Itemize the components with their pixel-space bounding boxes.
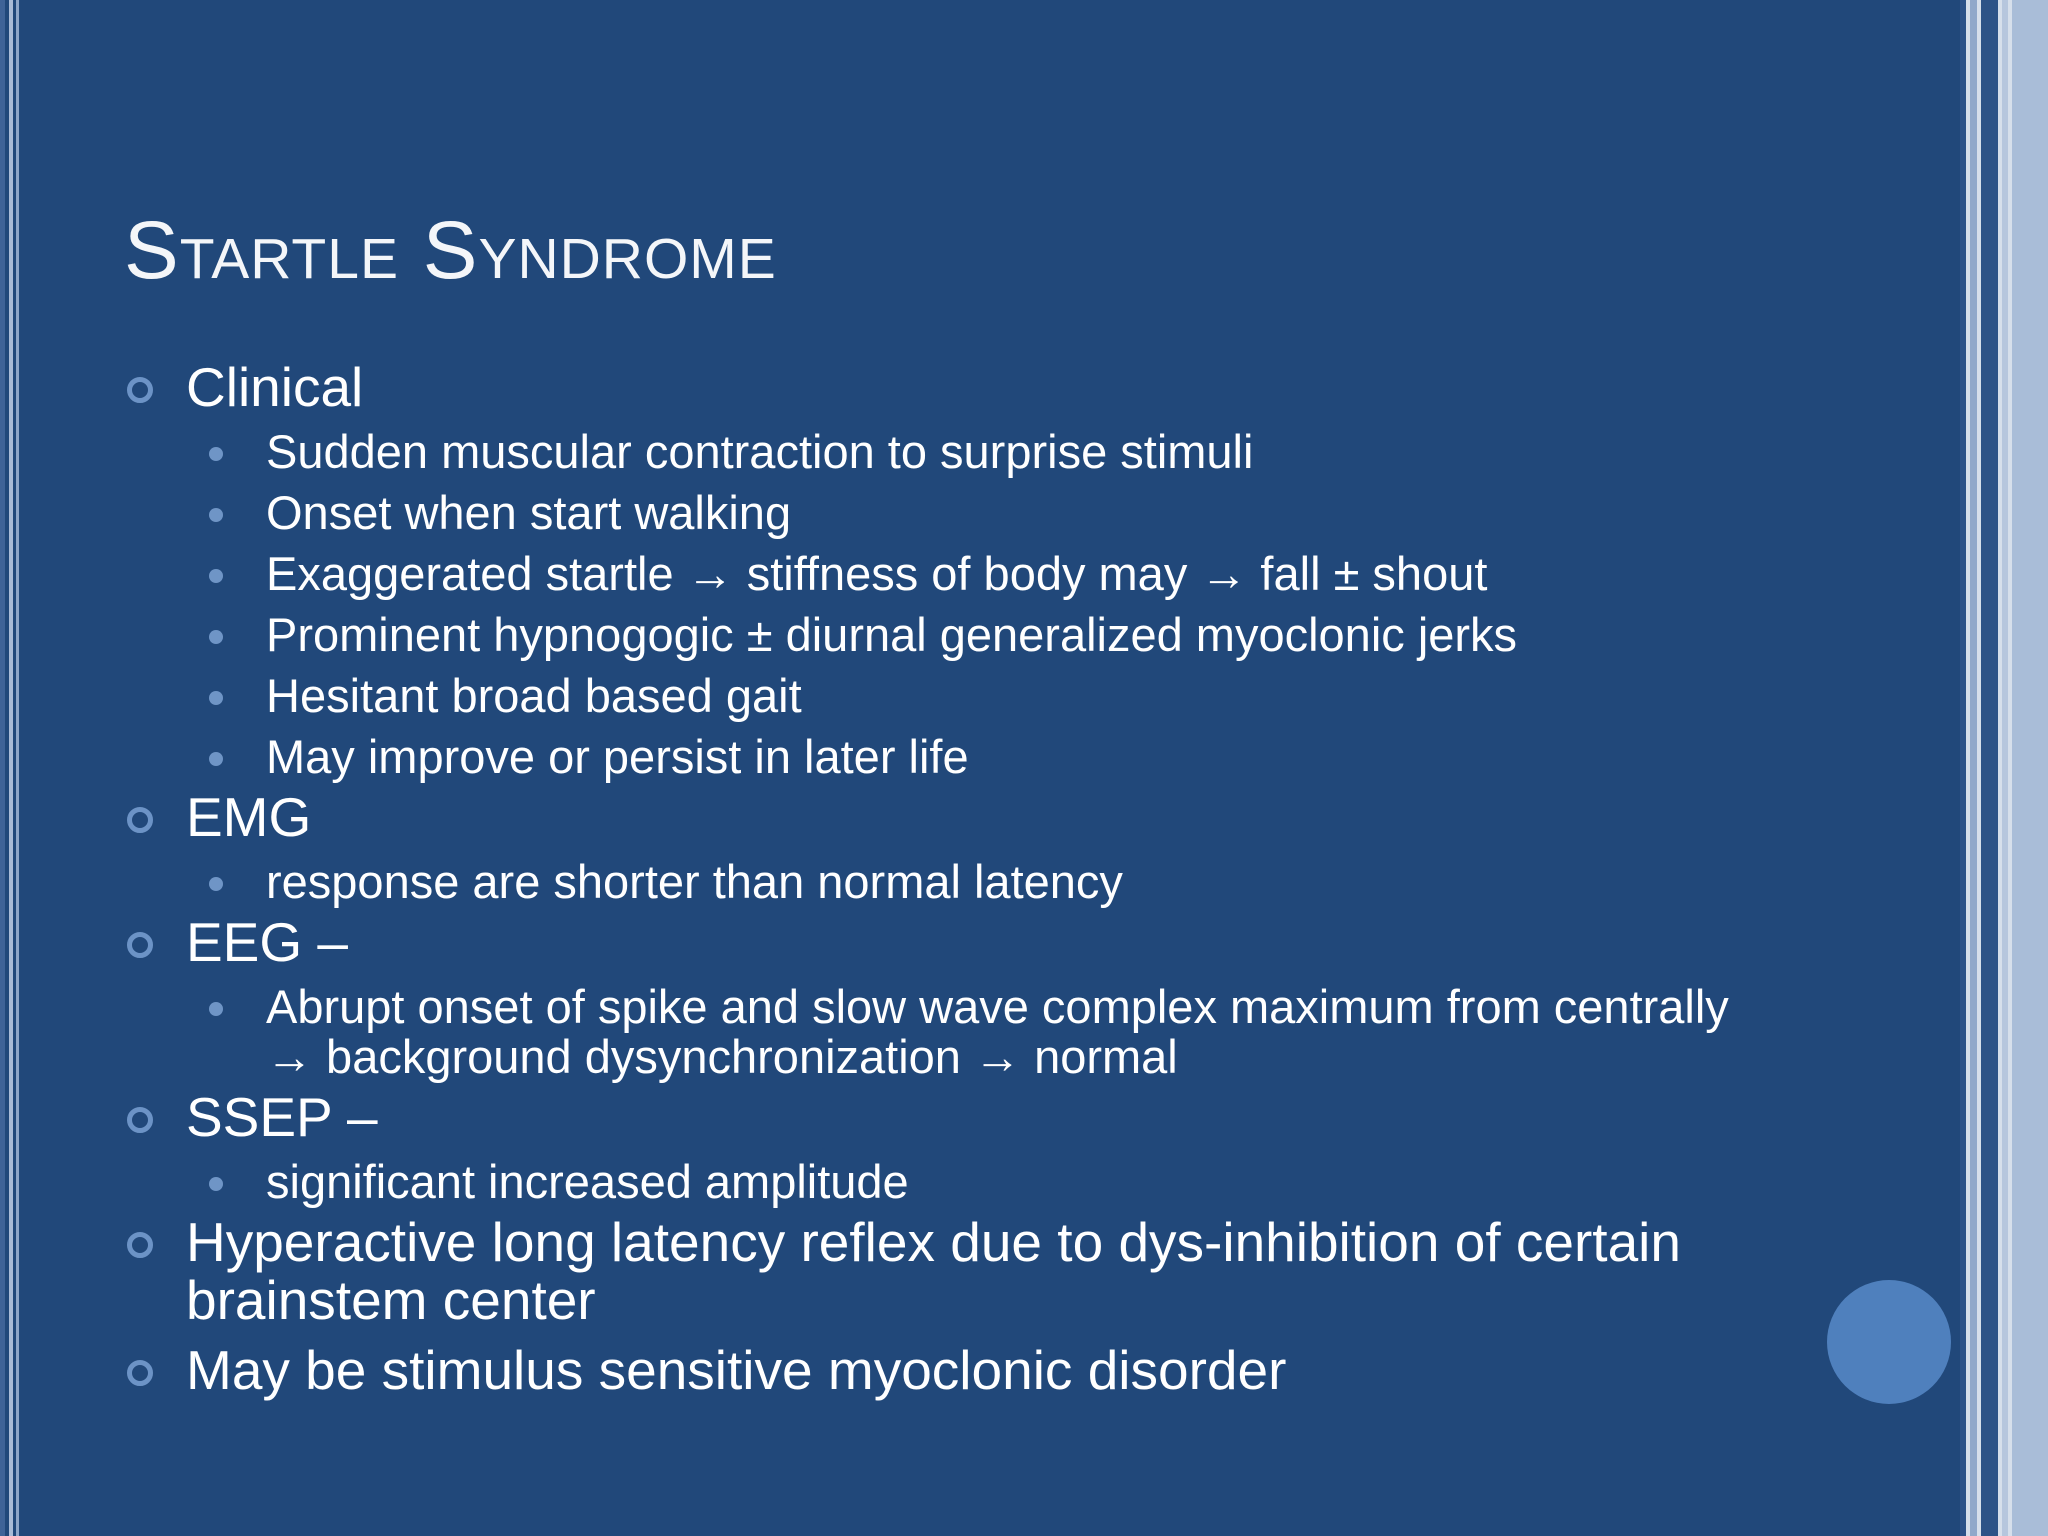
- bullet-hyperactive-reflex: [124, 1213, 1826, 1329]
- decorative-circle: [1827, 1280, 1951, 1404]
- sub-bullet: [124, 671, 1824, 721]
- bullet-heading: Clinical: [186, 356, 364, 418]
- bullet-emg: [124, 788, 1824, 846]
- dot-bullet-icon: [209, 447, 223, 461]
- bullet-heading: EEG –: [186, 911, 349, 973]
- sub-bullet-text: Onset when start walking: [266, 486, 792, 539]
- left-border-stripe: [0, 0, 5, 1536]
- bullet-heading: May be stimulus sensitive myoclonic disorder: [186, 1339, 1287, 1401]
- sub-bullet-text: Exaggerated startle → stiffness of body may → fall ± shout: [266, 547, 1488, 600]
- dot-bullet-icon: [209, 508, 223, 522]
- sub-bullet-text: May improve or persist in later life: [266, 730, 969, 783]
- sub-bullet-text: Hesitant broad based gait: [266, 669, 802, 722]
- sub-bullet: [124, 549, 1824, 599]
- bullet-stimulus-sensitive: [124, 1341, 1824, 1399]
- bullet-heading: SSEP –: [186, 1086, 378, 1148]
- sub-bullet-text: Prominent hypnogogic ± diurnal generalized myoclonic jerks: [266, 608, 1518, 661]
- sub-bullet: [124, 1157, 1824, 1207]
- sub-bullet-text: Abrupt onset of spike and slow wave complex maximum from centrally → background dysynchronization → normal: [266, 980, 1729, 1083]
- bullet-clinical: [124, 358, 1824, 416]
- dot-bullet-icon: [209, 691, 223, 705]
- ring-bullet-icon: [127, 1360, 153, 1386]
- ring-bullet-icon: [127, 932, 153, 958]
- ring-bullet-icon: [127, 1232, 153, 1258]
- right-border-stripe: [2002, 0, 2008, 1536]
- dot-bullet-icon: [209, 630, 223, 644]
- slide-title: Startle Syndrome: [124, 205, 777, 296]
- dot-bullet-icon: [209, 1177, 223, 1191]
- sub-bullet-text: Sudden muscular contraction to surprise stimuli: [266, 425, 1254, 478]
- sub-bullet: [124, 610, 1824, 660]
- sub-bullet-text: significant increased amplitude: [266, 1155, 909, 1208]
- sub-bullet: [124, 488, 1824, 538]
- right-border-stripe: [2012, 0, 2048, 1536]
- dot-bullet-icon: [209, 1002, 223, 1016]
- right-border-stripe: [1960, 0, 1966, 1536]
- ring-bullet-icon: [127, 377, 153, 403]
- left-border-stripe: [9, 0, 13, 1536]
- sub-bullet: [124, 982, 1786, 1082]
- right-border-stripe: [1970, 0, 1977, 1536]
- bullet-eeg: [124, 913, 1824, 971]
- bullet-ssep: [124, 1088, 1824, 1146]
- sub-bullet-text: response are shorter than normal latency: [266, 855, 1123, 908]
- right-border-stripe: [1981, 0, 1998, 1536]
- slide-body: [124, 358, 1824, 1399]
- sub-bullet: [124, 732, 1824, 782]
- dot-bullet-icon: [209, 877, 223, 891]
- dot-bullet-icon: [209, 569, 223, 583]
- dot-bullet-icon: [209, 752, 223, 766]
- left-border-stripe: [16, 0, 19, 1536]
- sub-bullet: [124, 857, 1824, 907]
- ring-bullet-icon: [127, 1107, 153, 1133]
- sub-bullet: [124, 427, 1824, 477]
- bullet-heading: Hyperactive long latency reflex due to dys-inhibition of certain brainstem center: [186, 1211, 1681, 1331]
- ring-bullet-icon: [127, 807, 153, 833]
- bullet-heading: EMG: [186, 786, 312, 848]
